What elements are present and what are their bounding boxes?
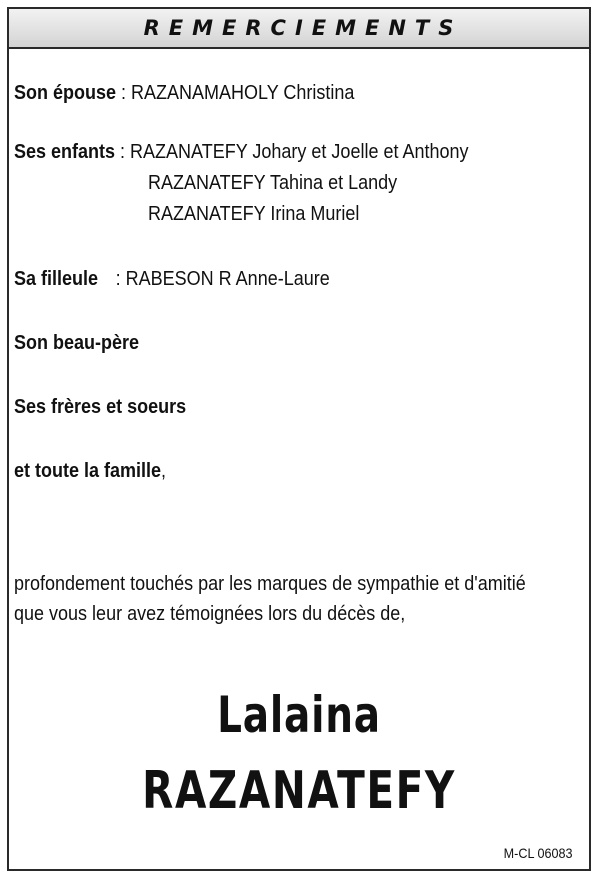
reference-code: M-CL 06083 (504, 845, 573, 861)
siblings-line (14, 396, 186, 419)
goddaughter-line (14, 268, 330, 291)
children-separator: : (115, 141, 131, 163)
family-line (14, 460, 166, 483)
family-suffix: , (161, 460, 167, 482)
children-line (14, 141, 469, 164)
family-label: et toute la famille (14, 460, 162, 482)
notice-frame (7, 7, 591, 871)
children-line-2 (148, 172, 397, 195)
message-line-2 (14, 603, 405, 626)
deceased-first-name: Lalaina (217, 686, 381, 744)
message-text-1: profondement touchés par les marques de sympathie et d'amitié (14, 573, 526, 595)
children-name-1: RAZANATEFY Johary et Joelle et Anthony (130, 141, 469, 163)
goddaughter-separator: : (110, 268, 126, 290)
goddaughter-label: Sa filleule (14, 268, 99, 290)
father-in-law-label: Son beau-père (14, 332, 140, 354)
children-name-2: RAZANATEFY Tahina et Landy (148, 172, 398, 194)
children-label: Ses enfants (14, 141, 116, 163)
spouse-line (14, 82, 354, 105)
children-name-3: RAZANATEFY Irina Muriel (148, 203, 360, 225)
spouse-label: Son épouse (14, 82, 117, 104)
goddaughter-name: RABESON R Anne-Laure (125, 268, 330, 290)
father-in-law-line (14, 332, 139, 355)
notice-header (9, 9, 589, 49)
spouse-separator: : (116, 82, 132, 104)
children-line-3 (148, 203, 359, 226)
deceased-last-name: RAZANATEFY (142, 761, 456, 821)
siblings-label: Ses frères et soeurs (14, 396, 187, 418)
message-line-1 (14, 573, 526, 596)
message-text-2: que vous leur avez témoignées lors du décès de, (14, 603, 406, 625)
spouse-name: RAZANAMAHOLY Christina (131, 82, 355, 104)
notice-title: REMERCIEMENTS (143, 16, 463, 40)
